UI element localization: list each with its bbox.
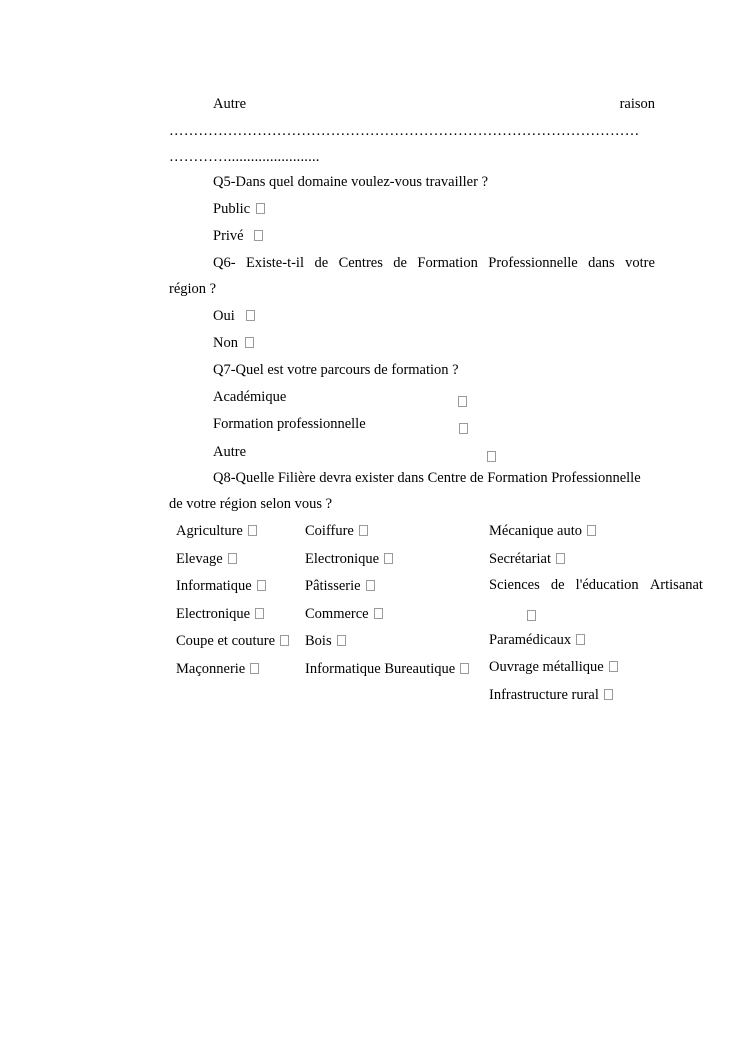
q6-word: de — [393, 255, 407, 271]
q8-col3-item[interactable] — [489, 632, 585, 649]
q7-option-academique[interactable] — [213, 389, 286, 406]
item-label: Bois — [305, 633, 332, 649]
checkbox-icon[interactable] — [527, 610, 536, 621]
checkbox-icon[interactable] — [384, 553, 393, 564]
q5-option-prive[interactable] — [213, 228, 263, 245]
q8-question-line1: Q8-Quelle Filière devra exister dans Centre de Formation Professionnelle — [213, 470, 641, 486]
item-label: Agriculture — [176, 523, 243, 539]
item-label: Electronique — [305, 551, 380, 567]
item-label: Infrastructure rural — [489, 687, 599, 703]
q4-other-line — [213, 96, 655, 113]
item-word: de — [550, 577, 565, 593]
checkbox-icon[interactable] — [250, 663, 259, 674]
q6-option-non[interactable] — [213, 335, 254, 352]
q5-option-label: Privé — [213, 228, 244, 244]
checkbox-icon[interactable] — [256, 203, 265, 214]
checkbox-icon[interactable] — [255, 608, 264, 619]
q6-question — [213, 255, 655, 272]
q7-option-autre[interactable] — [213, 444, 246, 461]
item-label: Pâtisserie — [305, 578, 361, 594]
item-label: Elevage — [176, 551, 223, 567]
q4-other-label: Autre — [213, 96, 247, 112]
q5-option-public[interactable] — [213, 201, 265, 218]
item-label: Mécanique auto — [489, 523, 583, 539]
q8-col2-item[interactable] — [305, 578, 375, 595]
q4-dots-line-2[interactable]: …………........................ — [169, 149, 320, 165]
checkbox-icon[interactable] — [246, 310, 255, 321]
item-label: Informatique Bureautique — [305, 661, 456, 677]
q7-option-formation[interactable] — [213, 416, 366, 433]
checkbox-icon[interactable] — [604, 689, 613, 700]
q6-word: Formation — [417, 255, 478, 271]
q6-word: Q6- — [213, 255, 236, 271]
q6-option-label: Oui — [213, 308, 235, 324]
q6-option-label: Non — [213, 335, 238, 351]
q8-question-line2: de votre région selon vous ? — [169, 496, 333, 512]
q8-col2-item[interactable] — [305, 551, 393, 568]
q8-col2-item[interactable] — [305, 661, 469, 678]
checkbox-icon[interactable] — [576, 634, 585, 645]
q8-col1-item[interactable] — [176, 606, 264, 623]
checkbox-icon[interactable] — [248, 525, 257, 536]
q8-col2-item[interactable] — [305, 633, 346, 650]
item-word: Artisanat — [649, 577, 703, 593]
q6-option-oui[interactable] — [213, 308, 255, 325]
q8-col1-item[interactable] — [176, 633, 289, 650]
checkbox-icon[interactable] — [245, 337, 254, 348]
item-label: Secrétariat — [489, 551, 551, 567]
item-word: Sciences — [489, 577, 540, 593]
q7-option-label: Formation professionnelle — [213, 416, 366, 432]
q6-word: votre — [625, 255, 655, 271]
item-label: Electronique — [176, 606, 251, 622]
q8-col1-item[interactable] — [176, 551, 237, 568]
q8-col2-item[interactable] — [305, 606, 383, 623]
item-label: Maçonnerie — [176, 661, 246, 677]
q6-word: de — [314, 255, 329, 271]
q8-col1-item[interactable] — [176, 661, 259, 678]
checkbox-icon[interactable] — [257, 580, 266, 591]
item-label: Coiffure — [305, 523, 354, 539]
checkbox-icon[interactable] — [609, 661, 618, 672]
checkbox-icon[interactable] — [556, 553, 565, 564]
q6-word: dans — [588, 255, 615, 271]
checkbox-icon[interactable] — [458, 396, 467, 407]
checkbox-icon[interactable] — [587, 525, 596, 536]
item-label: Paramédicaux — [489, 632, 572, 648]
q8-col3-item[interactable] — [489, 687, 613, 704]
checkbox-icon[interactable] — [280, 635, 289, 646]
q7-option-label: Autre — [213, 444, 247, 460]
q6-question-cont: région ? — [169, 281, 217, 297]
q6-word: Existe-t-il — [246, 255, 304, 271]
checkbox-icon[interactable] — [366, 580, 375, 591]
checkbox-icon[interactable] — [487, 451, 496, 462]
q4-other-reason: raison — [619, 96, 655, 112]
checkbox-icon[interactable] — [460, 663, 469, 674]
q6-word: Professionnelle — [488, 255, 578, 271]
checkbox-icon[interactable] — [374, 608, 383, 619]
q5-question: Q5-Dans quel domaine voulez-vous travailler ? — [213, 174, 489, 190]
q6-word: Centres — [338, 255, 383, 271]
item-label: Ouvrage métallique — [489, 659, 604, 675]
q7-question: Q7-Quel est votre parcours de formation ? — [213, 362, 459, 378]
item-label: Coupe et couture — [176, 633, 276, 649]
q8-col1-item[interactable] — [176, 523, 257, 540]
q5-option-label: Public — [213, 201, 251, 217]
q8-col1-item[interactable] — [176, 578, 266, 595]
q8-col3-item[interactable] — [489, 659, 618, 676]
item-label: Commerce — [305, 606, 369, 622]
q7-option-label: Académique — [213, 389, 287, 405]
q8-col3-item[interactable] — [489, 523, 596, 540]
q4-dots-line-1[interactable]: …………………………………………………………………………………… — [169, 123, 640, 139]
checkbox-icon[interactable] — [359, 525, 368, 536]
q8-col3-item[interactable] — [489, 551, 565, 568]
checkbox-icon[interactable] — [228, 553, 237, 564]
item-label: Informatique — [176, 578, 252, 594]
checkbox-icon[interactable] — [337, 635, 346, 646]
item-word: l'éducation — [575, 577, 639, 593]
checkbox-icon[interactable] — [459, 423, 468, 434]
q8-col3-item-sciences[interactable] — [489, 577, 703, 594]
checkbox-icon[interactable] — [254, 230, 263, 241]
q8-col2-item[interactable] — [305, 523, 368, 540]
